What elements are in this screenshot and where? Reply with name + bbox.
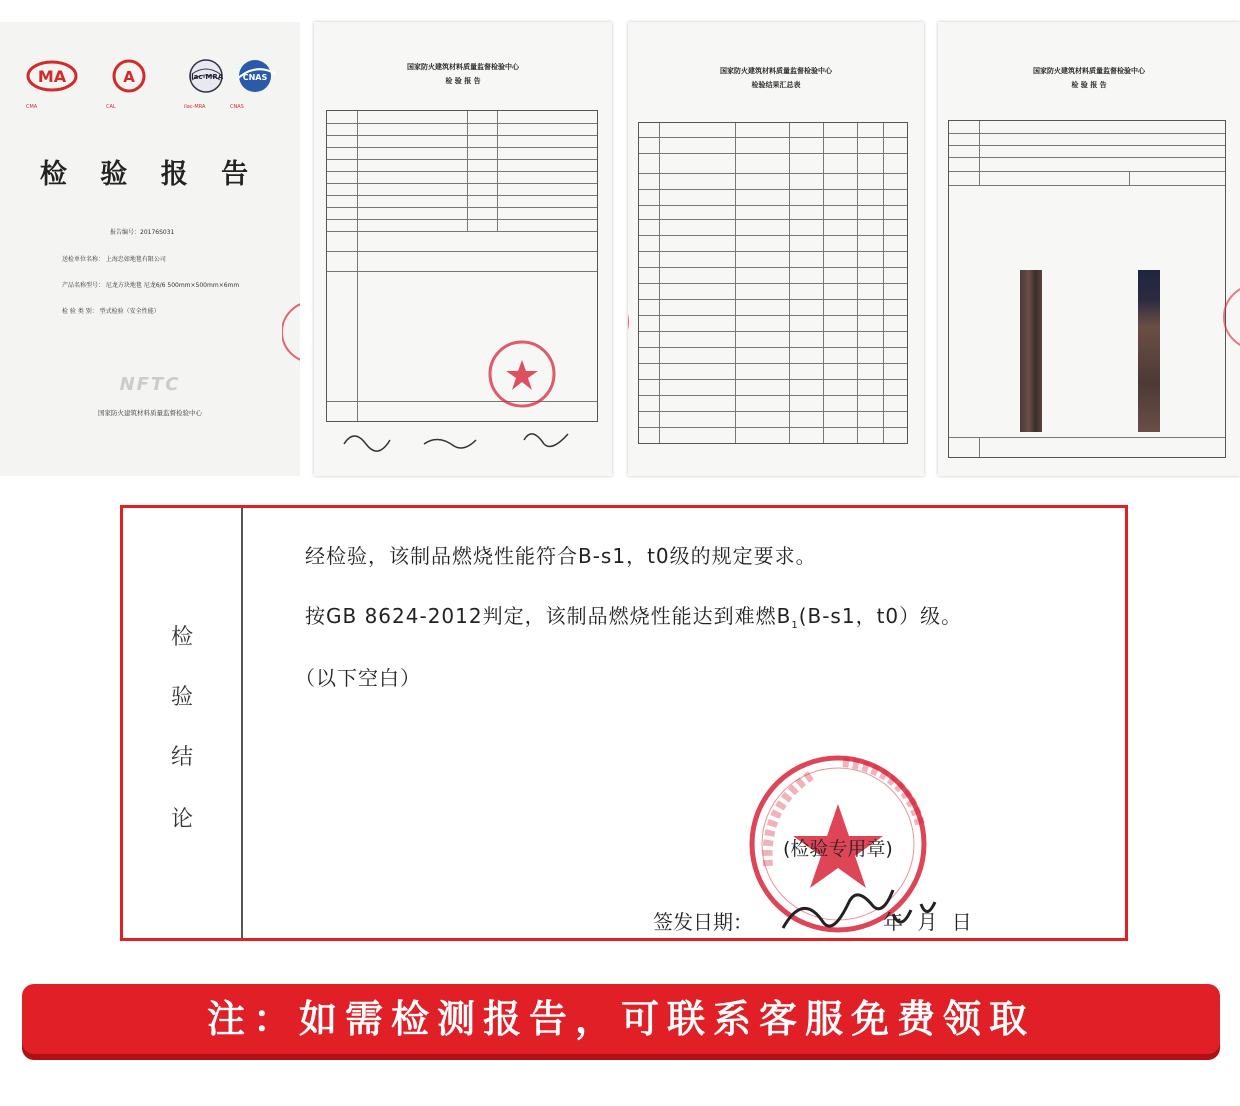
- label-char-3: 结: [170, 745, 193, 770]
- entrust-unit: 送检单位名称： 上海忠如地毯有限公司: [62, 256, 166, 263]
- nftc-mark: NFTC: [119, 374, 181, 395]
- label-char-4: 论: [170, 807, 193, 832]
- logo-caption: CMA: [26, 104, 38, 110]
- issue-date-label: 签发日期：: [653, 910, 753, 934]
- page3-org: 国家防火建筑材料质量监督检验中心: [720, 67, 832, 75]
- cma-logo-icon: [26, 58, 78, 98]
- notice-banner: [22, 984, 1220, 1054]
- report-cover-page: [0, 22, 300, 476]
- page4-table: [948, 120, 1226, 458]
- page4-edge-stamp-icon: [1220, 272, 1240, 362]
- notice-banner-text: 注：如需检测报告，可联系客服免费领取: [206, 997, 1035, 1041]
- page3-title: 检验结果汇总表: [751, 81, 801, 89]
- conclusion-panel: [120, 505, 1128, 941]
- svg-text:A: A: [123, 68, 135, 86]
- page3-edge-stamp-icon: [628, 282, 658, 362]
- cover-title: 检 验 报 告: [39, 159, 261, 190]
- panel-divider: [241, 508, 243, 938]
- cnas-logo-icon: [230, 58, 280, 98]
- cover-organization: 国家防火建筑材料质量监督检验中心: [98, 409, 202, 417]
- sample-before-image: [1020, 270, 1042, 432]
- inspection-type: 检 验 类 别： 型式检验（安全性能）: [62, 308, 160, 315]
- page3-table: [638, 122, 908, 444]
- report-number: 报告编号：20176S031: [110, 229, 175, 236]
- svg-text:CNAS: CNAS: [242, 73, 268, 82]
- edge-stamp-icon: [282, 292, 300, 372]
- page4-title: 检 验 报 告: [1071, 81, 1107, 89]
- svg-text:MA: MA: [37, 67, 67, 86]
- sample-after-image: [1138, 270, 1160, 432]
- issue-date-value: 年 月 日: [883, 910, 976, 934]
- report-page-2: [314, 22, 612, 476]
- product-name: 产品名称型号： 尼龙方块地毯 尼龙6/6 500mm×500mm×6mm: [62, 282, 240, 289]
- label-char-2: 验: [170, 685, 193, 710]
- page4-org: 国家防火建筑材料质量监督检验中心: [1033, 67, 1145, 75]
- report-page-3: [628, 22, 924, 476]
- cal-logo-icon: [106, 58, 152, 98]
- page2-title: 检 验 报 告: [445, 77, 481, 85]
- page2-signatures: [334, 420, 594, 456]
- conclusion-line-2: 按GB 8624-2012判定，该制品燃烧性能达到难燃$B_1(B-s1$，t0）级。: [305, 604, 963, 631]
- page2-org: 国家防火建筑材料质量监督检验中心: [407, 63, 519, 71]
- ilac-mra-logo-icon: [184, 58, 228, 98]
- logo-caption: CNAS: [230, 104, 244, 110]
- page2-stamp-icon: [486, 338, 558, 410]
- conclusion-line-1: 经检验，该制品燃烧性能符合B-s1，t0级的规定要求。: [305, 544, 817, 568]
- svg-text:ilac-MRA: ilac-MRA: [188, 73, 224, 81]
- accreditation-logos: [18, 58, 288, 108]
- conclusion-line-3: （以下空白）: [295, 666, 421, 690]
- logo-caption: ilac-MRA: [184, 104, 206, 110]
- seal-caption: (检验专用章): [783, 838, 893, 860]
- report-pages-strip: [0, 22, 1240, 478]
- report-page-4: [938, 22, 1240, 476]
- logo-caption: CAL: [106, 104, 116, 110]
- label-char-1: 检: [170, 625, 193, 650]
